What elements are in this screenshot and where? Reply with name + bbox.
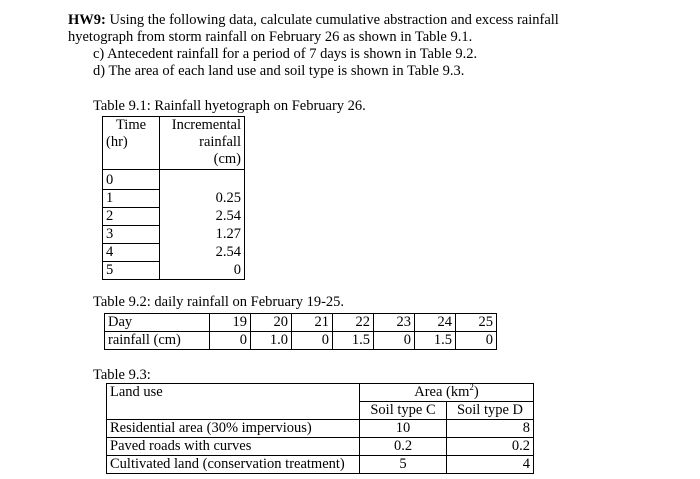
table3-area-header: Area $(km^2)$ xyxy=(360,384,534,402)
table3-caption: Table 9.3: xyxy=(93,367,151,383)
table1-rain-header: Incremental rainfall (cm) xyxy=(160,117,245,170)
table-row: Paved roads with curves 0.2 0.2 xyxy=(107,438,534,456)
table-row: rainfall (cm) 0 1.0 0 1.5 0 1.5 0 xyxy=(105,332,497,350)
problem-label: HW9: xyxy=(68,12,106,28)
table-row: 0 1 2 3 4 5 0.25 2.54 1.27 2.54 0 xyxy=(103,170,245,280)
table2-rainfall-label: rainfall (cm) xyxy=(105,332,210,350)
problem-text-2: hyetograph from storm rainfall on February 26 as shown in Table 9.1. xyxy=(68,29,473,45)
table-row: Day 19 20 21 22 23 24 25 xyxy=(105,314,497,332)
table3-land-use-header: Land use xyxy=(107,384,360,420)
table-row: Cultivated land (conservation treatment) 5 4 xyxy=(107,456,534,474)
table2 xyxy=(104,313,497,350)
table1-caption: Table 9.1: Rainfall hyetograph on February 26. xyxy=(93,98,366,114)
table3-soil-d-header: Soil type D xyxy=(447,402,534,420)
table1 xyxy=(102,116,245,280)
table3 xyxy=(106,383,534,474)
table2-day-label: Day xyxy=(105,314,210,332)
problem-item-d: d) The area of each land use and soil type is shown in Table 9.3. xyxy=(93,63,465,79)
problem-text-1: Using the following data, calculate cumulative abstraction and excess rainfall xyxy=(109,12,559,28)
problem-line-1 xyxy=(68,12,559,29)
table2-caption: Table 9.2: daily rainfall on February 19-25. xyxy=(93,294,345,310)
table3-soil-c-header: Soil type C xyxy=(360,402,447,420)
table1-time-header: Time (hr) xyxy=(103,117,160,170)
table-row: Residential area (30% impervious) 10 8 xyxy=(107,420,534,438)
problem-item-c: c) Antecedent rainfall for a period of 7 days is shown in Table 9.2. xyxy=(93,46,478,62)
